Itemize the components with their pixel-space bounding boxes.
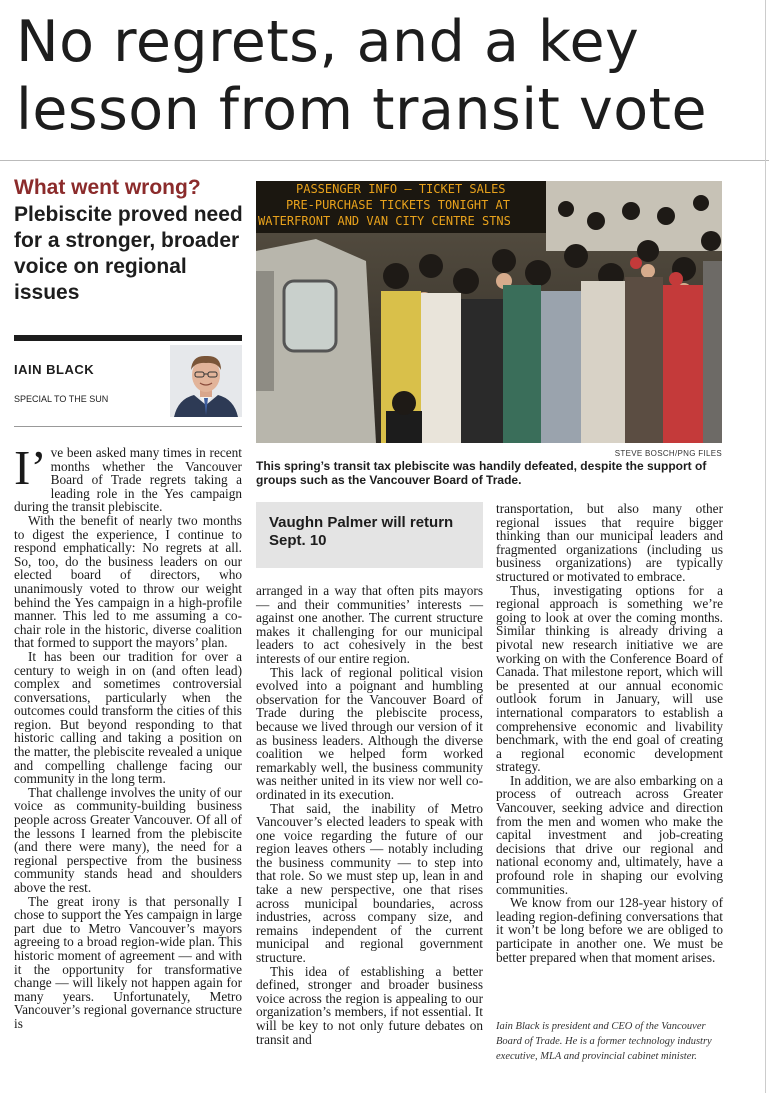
sign-line-3: WATERFRONT AND VAN CITY CENTRE STNS [258,214,511,228]
paragraph: Thus, investigating options for a regional approach is something we’re going to look at over the coming months. Similar thinking is already driving a pivotal new research initiative we are working on with the Conference Board of Canada. That milestone report, which will be presented at our annual economic outlook forum in January, will use international comparators to establish a comprehensive economic and livability benchmark, with the end goal of creating a regional economic development strategy. [496,582,723,775]
sign-line-2: PRE-PURCHASE TICKETS TONIGHT AT [286,198,510,212]
paragraph: It has been our tradition for over a century to weigh in on (and often lead) complex and sometimes controversial conversations, particularly when the outcomes could transform the cities of this region. But beyond responding to that historic calling and taking a position on the matter, the plebiscite revealed a unique and compelling challenge facing our community in the long term. [14,648,242,787]
promo-box [256,502,483,568]
article-photo [256,181,722,443]
photo-caption: This spring’s transit tax plebiscite was handily defeated, despite the support of groups such as the Vancouver Board of Trade. [256,459,707,487]
paragraph: That said, the inability of Metro Vancouver’s elected leaders to speak with one voice regarding the future of our region leaves others — notably including the business community — to step into that role. So we must step up, lean in and take a new perspective, one that rises across municipal boundaries, across industries, across company size, and remains independent of the current municipal and regional government structure. [256,800,483,966]
paragraph: This idea of establishing a better defined, stronger and broader business voice across the region is appealing to our organization’s members, if not essential. It will be key to not only future debates on transit and [256,963,483,1047]
paragraph: transportation, but also many other regional issues that require bigger thinking than our municipal leaders and fragmented organizations (including us business organizations) are typically structured or motivated to embrace. [496,501,723,584]
byline-role: SPECIAL TO THE SUN [14,394,109,404]
body-column-3 [496,502,723,964]
deck-text: Plebiscite proved need for a stronger, broader voice on regional issues [14,203,243,304]
paragraph: This lack of regional political vision evolved into a poignant and humbling observation for the Vancouver Board of Trade during the plebiscite process, because we lived through our version of it as business leaders. Although the diverse coalition we helped form worked remarkably well, the business community was neither united in its view nor well co-ordinated in its execution. [256,664,483,802]
paragraph: arranged in a way that often pits mayors — and their communities’ interests — against one another. The current structure makes it challenging for our municipal leaders to act cohesively in the best interests of our entire region. [256,583,483,666]
paragraph: In addition, we are also embarking on a process of outreach across Greater Vancouver, seeking advice and direction from the men and women who make the capital investment and job-creating decisions that drive our regional and national economy and, ultimately, have a profound role in shaping our evolving communities. [496,772,723,897]
body-column-2 [256,584,483,1046]
paragraph: With the benefit of nearly two months to digest the experience, I continue to respond emphatically: No regrets at all. So, too, do the business leaders on our elected board of directors, who unanimously voted to throw our weight behind the Yes campaign in a high-profile manner. This led to me assuming a co-chair role in the historic, diverse coalition that formed to support the mayors’ plan. [14,512,242,651]
paragraph: We know from our 128-year history of leading region-defining conversations that it won’t be long before we are obliged to participate in another one. We must be better prepared when that moment arises. [496,895,723,965]
body-column-1 [14,440,242,1031]
author-portrait-icon [170,345,242,417]
byline-divider [14,426,242,427]
byline-name: IAIN BLACK [14,362,95,377]
transit-crowd-photo-icon [256,181,722,443]
header-divider [0,160,769,161]
deck-kicker: What went wrong? [14,176,201,199]
page-edge-rule [765,0,766,1093]
sign-line-1: PASSENGER INFO – TICKET SALES [296,182,506,196]
byline-rule [14,335,242,341]
paragraph: I’ve been asked many times in recent months whether the Vancouver Board of Trade regrets taking a leading role in the Yes campaign during the transit plebiscite. [14,440,242,515]
author-bio: Iain Black is president and CEO of the Vancouver Board of Trade. He is a former technology industry executive, MLA and provincial cabinet minister. [496,1021,712,1062]
author-photo [170,345,242,417]
promo-text: Vaughn Palmer will return Sept. 10 [269,514,454,549]
paragraph: The great irony is that personally I chose to support the Yes campaign in large part due to Metro Vancouver’s mayors agreeing to a broad region-wide plan. This historic moment of agreement — and with it the opportunity for transformative change — will likely not happen again for many years. Unfortunately, Metro Vancouver’s regional governance structure is [14,893,242,1031]
paragraph: That challenge involves the unity of our voice as community-building business people across Greater Vancouver. Of all of the lessons I learned from the plebiscite (and there were many), the need for a regional perspective from the business community stands head and shoulders above the rest. [14,784,242,895]
headline: No regrets, and a key lesson from transit vote [16,9,708,143]
photo-credit: STEVE BOSCH/PNG FILES [614,449,722,458]
